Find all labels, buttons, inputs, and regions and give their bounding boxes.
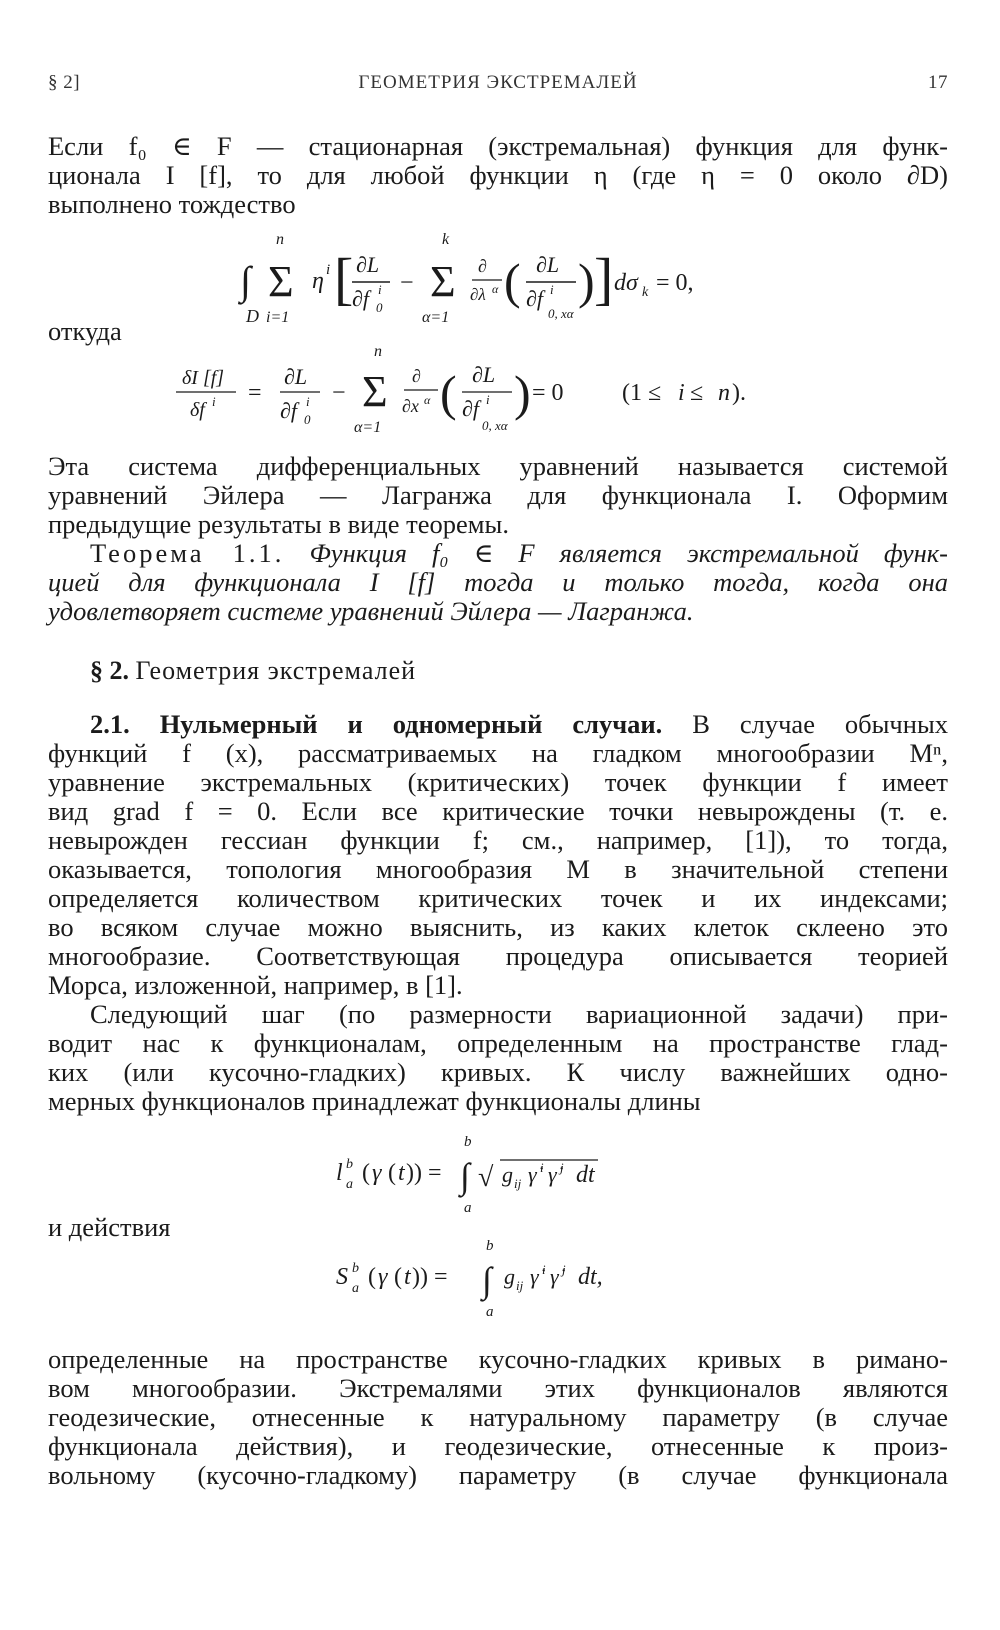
- text-line: ционала I [f], то для любой функции η (где η = 0 около ∂D): [48, 160, 948, 190]
- svg-text:0: 0: [304, 412, 311, 427]
- svg-text:∂L: ∂L: [472, 362, 496, 387]
- svg-text:t: t: [404, 1264, 411, 1290]
- svg-text:∂L: ∂L: [536, 252, 560, 277]
- text-line: вом многообразии. Экстремалями этих функционалов являются: [48, 1373, 948, 1403]
- svg-text:ij: ij: [516, 1278, 524, 1293]
- text-line: Морса, изложенной, например, в [1].: [48, 970, 463, 1000]
- text-line: ких (или кусочно-гладких) кривых. К числу важнейших одно-: [48, 1057, 948, 1087]
- text-line: функционала действия), и геодезические, отнесенные к произ-: [48, 1431, 948, 1461]
- svg-text:l: l: [336, 1160, 343, 1186]
- text-line: Следующий шаг (по размерности вариационной задачи) при-: [90, 999, 948, 1029]
- theorem-1-1: [48, 539, 948, 626]
- svg-text:∂L: ∂L: [284, 364, 308, 389]
- svg-text:≤: ≤: [690, 380, 704, 406]
- svg-text:−: −: [400, 270, 414, 296]
- equation-length-graphic: [336, 1132, 656, 1218]
- text-line: уравнений Эйлера — Лагранжа для функционала I. Оформим: [48, 480, 948, 510]
- text-line: уравнение экстремальных (критических) точек функции f имеет: [48, 767, 948, 797]
- svg-text:∂: ∂: [412, 366, 421, 386]
- svg-text:a: a: [352, 1281, 359, 1296]
- text-line: мерных функционалов принадлежат функционалы длины: [48, 1086, 701, 1116]
- label-otkuda: откуда: [48, 316, 122, 346]
- text-line: водит нас к функционалам, определенным на пространстве глад-: [48, 1028, 948, 1058]
- svg-text:∫: ∫: [460, 1156, 470, 1196]
- svg-text:Σ: Σ: [362, 367, 388, 416]
- equation-euler-lagrange-graphic: [176, 342, 816, 442]
- svg-text:α: α: [492, 282, 499, 296]
- svg-text:= 0,: = 0,: [656, 270, 694, 296]
- svg-text:= 0: = 0: [532, 380, 564, 406]
- text-line: определяется количеством критических точек и их индексами;: [48, 883, 948, 913]
- text-line: многообразие. Соответствующая процедура описывается теорией: [48, 941, 948, 971]
- text-line: оказывается, топология многообразия M в значительной степени: [48, 854, 948, 884]
- svg-text:j: j: [562, 1262, 566, 1277]
- text-line: [48, 539, 948, 568]
- svg-text:dσ: dσ: [614, 270, 638, 296]
- svg-text:j: j: [560, 1160, 564, 1175]
- svg-text:a: a: [464, 1200, 472, 1216]
- svg-text:∂f: ∂f: [280, 398, 297, 423]
- svg-text:i: i: [550, 282, 554, 297]
- text-fragment: В случае обычных: [692, 709, 948, 739]
- svg-text:α: α: [424, 393, 431, 407]
- svg-text:γ̇: γ̇: [530, 1264, 539, 1289]
- svg-text:]: ]: [594, 246, 614, 311]
- svg-text:D: D: [246, 306, 259, 326]
- text-line: вольному (кусочно-гладкому) параметру (в случае функционала: [48, 1460, 948, 1490]
- text-line: Если f₀ ∈ F — стационарная (экстремальная) функция для функ-: [48, 131, 948, 161]
- svg-text:γ̇: γ̇: [550, 1264, 559, 1289]
- svg-text:0, xα: 0, xα: [482, 418, 508, 433]
- text-line: вид grad f = 0. Если все критические точки невырождены (т. е.: [48, 796, 948, 826]
- paragraph-subsection-2-1: [48, 710, 948, 1000]
- svg-text:δI [f]: δI [f]: [182, 367, 225, 389]
- section-number: § 2.: [90, 656, 129, 685]
- equation-action-graphic: [336, 1236, 656, 1322]
- header-section-ref: § 2]: [48, 72, 81, 93]
- svg-text:Σ: Σ: [430, 257, 456, 306]
- svg-text:Σ: Σ: [268, 257, 294, 306]
- svg-text:√: √: [478, 1162, 494, 1193]
- text-line: во всяком случае можно выяснить, из каких клеток склеено это: [48, 912, 948, 942]
- paragraph-stationary: [48, 132, 948, 219]
- text-line: предыдущие результаты в виде теоремы.: [48, 509, 509, 539]
- svg-text:(1 ≤: (1 ≤: [622, 380, 662, 406]
- svg-text:γ̇: γ̇: [548, 1162, 557, 1187]
- svg-text:(: (: [362, 1160, 370, 1186]
- svg-text:(: (: [394, 1264, 402, 1290]
- svg-text:∂x: ∂x: [402, 396, 419, 416]
- svg-text:n: n: [276, 231, 284, 248]
- svg-text:(: (: [440, 365, 457, 421]
- svg-text:=: =: [248, 380, 262, 406]
- svg-text:k: k: [642, 285, 649, 300]
- svg-text:−: −: [332, 380, 346, 406]
- svg-text:i: i: [678, 380, 685, 406]
- svg-text:∂f: ∂f: [462, 396, 479, 421]
- header-title: ГЕОМЕТРИЯ ЭКСТРЕМАЛЕЙ: [358, 72, 638, 93]
- svg-text:∂L: ∂L: [356, 252, 380, 277]
- svg-text:g: g: [504, 1264, 515, 1289]
- svg-text:γ: γ: [378, 1264, 388, 1290]
- svg-text:S: S: [336, 1264, 348, 1290]
- svg-text:i=1: i=1: [266, 309, 290, 326]
- svg-text:a: a: [346, 1177, 353, 1192]
- svg-text:a: a: [486, 1304, 494, 1320]
- svg-text:(: (: [388, 1160, 396, 1186]
- svg-text:∂f: ∂f: [526, 286, 543, 311]
- svg-text:(: (: [368, 1264, 376, 1290]
- svg-text:b: b: [464, 1134, 472, 1150]
- text-line: невырожден гессиан функции f; см., например, [1]), то тогда,: [48, 825, 948, 855]
- theorem-label: Теорема 1.1.: [90, 538, 285, 568]
- paragraph-functionals: [48, 1000, 948, 1116]
- svg-text:)) =: )) =: [406, 1160, 442, 1186]
- svg-text:i: i: [326, 262, 331, 278]
- label-action: и действия: [48, 1212, 171, 1242]
- svg-text:b: b: [352, 1261, 359, 1276]
- text-line: [48, 710, 948, 739]
- svg-text:∫: ∫: [482, 1260, 492, 1300]
- svg-text:0, xα: 0, xα: [548, 306, 574, 321]
- text-line: выполнено тождество: [48, 189, 296, 219]
- svg-text:i: i: [212, 394, 216, 409]
- svg-text:∂f: ∂f: [352, 286, 369, 311]
- section-heading: [90, 656, 416, 686]
- svg-text:∫: ∫: [240, 258, 251, 303]
- svg-text:i: i: [306, 394, 310, 409]
- svg-text:i: i: [378, 282, 382, 297]
- svg-text:i: i: [540, 1160, 544, 1175]
- svg-text:dt,: dt,: [578, 1264, 603, 1290]
- svg-text:α=1: α=1: [354, 419, 382, 436]
- svg-text:α=1: α=1: [422, 309, 450, 326]
- running-header: [48, 72, 948, 102]
- svg-text:δf: δf: [190, 399, 205, 421]
- subsection-title: 2.1. Нульмерный и одномерный случаи.: [90, 709, 663, 739]
- svg-text:∂: ∂: [478, 256, 487, 276]
- equation-identity-graphic: [240, 226, 740, 336]
- svg-text:∂λ: ∂λ: [470, 285, 486, 304]
- text-line: функций f (x), рассматриваемых на гладком многообразии Mⁿ,: [48, 738, 948, 768]
- svg-text:0: 0: [376, 300, 383, 315]
- svg-text:i: i: [486, 392, 490, 407]
- svg-text:i: i: [542, 1262, 546, 1277]
- text-line: геодезические, отнесенные к натуральному параметру (в случае: [48, 1402, 948, 1432]
- svg-text:)) =: )) =: [412, 1264, 448, 1290]
- svg-text:dt: dt: [576, 1162, 595, 1188]
- svg-text:n: n: [718, 380, 730, 406]
- theorem-text: Функция f₀ ∈ F является экстремальной функ-: [309, 538, 948, 568]
- svg-text:η: η: [312, 268, 324, 294]
- svg-text:n: n: [374, 343, 382, 360]
- page-number: 17: [928, 72, 948, 93]
- section-title: Геометрия экстремалей: [135, 656, 417, 685]
- svg-text:(: (: [504, 253, 521, 309]
- svg-text:b: b: [346, 1157, 353, 1172]
- text-line: цией для функционала I [f] тогда и только тогда, когда она: [48, 567, 948, 597]
- text-line: Эта система дифференциальных уравнений называется системой: [48, 451, 948, 481]
- text-line: определенные на пространстве кусочно-гладких кривых в римано-: [48, 1344, 948, 1374]
- text-line: удовлетворяет системе уравнений Эйлера — Лагранжа.: [48, 596, 694, 626]
- svg-text:): ): [578, 253, 595, 309]
- svg-text:γ: γ: [372, 1160, 382, 1186]
- svg-text:b: b: [486, 1238, 494, 1254]
- svg-text:ij: ij: [514, 1176, 522, 1191]
- svg-text:k: k: [442, 231, 450, 248]
- svg-text:).: ).: [732, 380, 746, 406]
- svg-text:t: t: [398, 1160, 405, 1186]
- paragraph-euler-system: [48, 452, 948, 539]
- svg-text:g: g: [502, 1162, 513, 1187]
- svg-text:[: [: [334, 246, 354, 311]
- svg-text:γ̇: γ̇: [528, 1162, 537, 1187]
- svg-text:): ): [514, 365, 531, 421]
- paragraph-geodesics: [48, 1345, 948, 1490]
